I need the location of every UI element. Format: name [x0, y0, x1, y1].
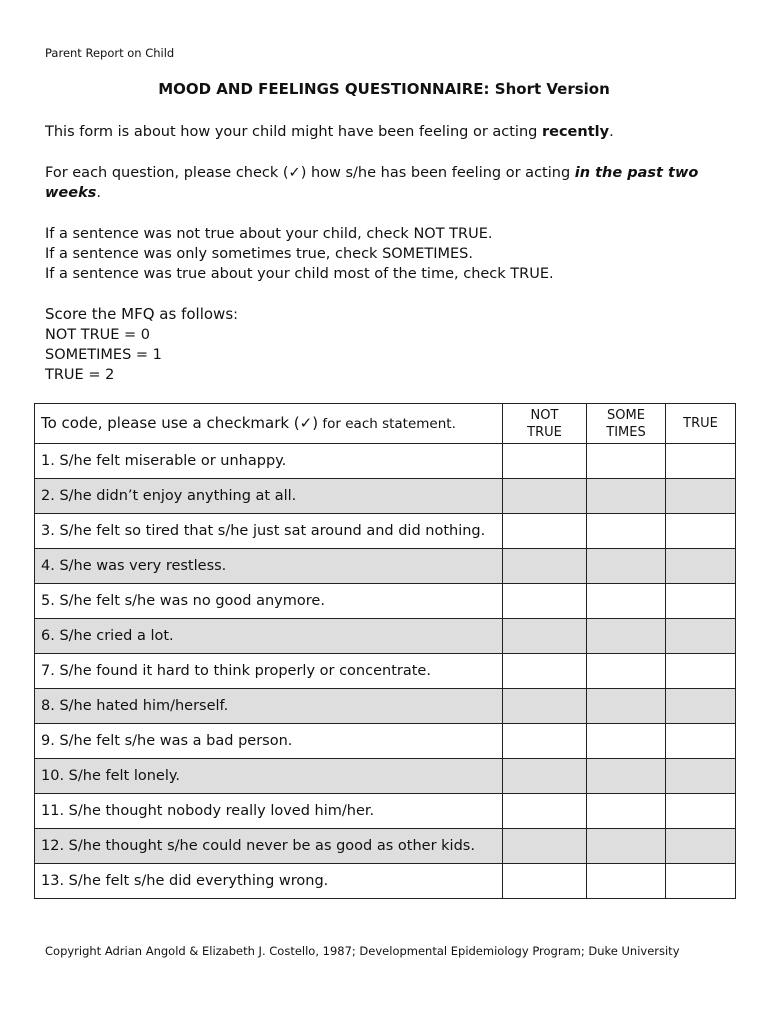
rule-true: If a sentence was true about your child most of the time, check TRUE.	[45, 266, 554, 282]
report-label: Parent Report on Child	[45, 46, 175, 60]
intro-recently-text: This form is about how your child might have been feeling or acting	[45, 124, 542, 140]
table-row	[35, 479, 736, 514]
true-checkbox-cell[interactable]	[666, 479, 736, 514]
intro-instructions-emphasis: in the past two weeks	[45, 165, 699, 201]
sometimes-column-header	[587, 404, 666, 444]
table-row	[35, 619, 736, 654]
sometimes-checkbox-cell[interactable]	[587, 549, 666, 584]
statement-text: 7. S/he found it hard to think properly or concentrate.	[35, 654, 503, 689]
statement-text: 5. S/he felt s/he was no good anymore.	[35, 584, 503, 619]
not-true-checkbox-cell[interactable]	[503, 654, 587, 689]
copyright-notice: Copyright Adrian Angold & Elizabeth J. Costello, 1987; Developmental Epidemiology Program; Duke University	[45, 944, 680, 958]
title-sub: Short Version	[494, 80, 610, 98]
scoring-section	[45, 304, 725, 385]
true-checkbox-cell[interactable]	[666, 444, 736, 479]
statement-header-small: for each statement.	[318, 415, 456, 432]
not-true-checkbox-cell[interactable]	[503, 619, 587, 654]
sometimes-header-line2: TIMES	[606, 424, 646, 440]
not-true-checkbox-cell[interactable]	[503, 829, 587, 864]
intro-recently	[45, 122, 725, 142]
true-checkbox-cell[interactable]	[666, 794, 736, 829]
true-checkbox-cell[interactable]	[666, 514, 736, 549]
sometimes-checkbox-cell[interactable]	[587, 619, 666, 654]
sometimes-checkbox-cell[interactable]	[587, 479, 666, 514]
statement-text: 12. S/he thought s/he could never be as good as other kids.	[35, 829, 503, 864]
score-not-true: NOT TRUE = 0	[45, 327, 151, 343]
true-checkbox-cell[interactable]	[666, 654, 736, 689]
statement-column-header	[35, 404, 503, 444]
intro-instructions-text: For each question, please check (✓) how s/he has been feeling or acting	[45, 165, 575, 181]
table-row	[35, 514, 736, 549]
questionnaire-table-wrap	[34, 403, 735, 899]
statement-text: 10. S/he felt lonely.	[35, 759, 503, 794]
not-true-checkbox-cell[interactable]	[503, 864, 587, 899]
statement-text: 13. S/he felt s/he did everything wrong.	[35, 864, 503, 899]
not-true-checkbox-cell[interactable]	[503, 724, 587, 759]
table-row	[35, 654, 736, 689]
statement-text: 3. S/he felt so tired that s/he just sat around and did nothing.	[35, 514, 503, 549]
sometimes-checkbox-cell[interactable]	[587, 584, 666, 619]
intro-recently-bold: recently	[541, 124, 610, 140]
statement-text: 4. S/he was very restless.	[35, 549, 503, 584]
score-sometimes: SOMETIMES = 1	[45, 347, 162, 363]
statement-text: 9. S/he felt s/he was a bad person.	[35, 724, 503, 759]
rule-sometimes: If a sentence was only sometimes true, check SOMETIMES.	[45, 246, 473, 262]
table-row	[35, 549, 736, 584]
sometimes-checkbox-cell[interactable]	[587, 444, 666, 479]
not-true-checkbox-cell[interactable]	[503, 514, 587, 549]
true-checkbox-cell[interactable]	[666, 724, 736, 759]
table-header-row	[35, 404, 736, 444]
not-true-header-line1: NOT	[530, 407, 559, 423]
answer-rules	[45, 224, 725, 284]
not-true-checkbox-cell[interactable]	[503, 444, 587, 479]
sometimes-checkbox-cell[interactable]	[587, 864, 666, 899]
intro-recently-period: .	[609, 124, 614, 140]
statement-text: 8. S/he hated him/herself.	[35, 689, 503, 724]
true-column-header: TRUE	[666, 404, 736, 444]
sometimes-checkbox-cell[interactable]	[587, 759, 666, 794]
intro-instructions	[45, 163, 725, 203]
not-true-column-header	[503, 404, 587, 444]
rule-not-true: If a sentence was not true about your child, check NOT TRUE.	[45, 226, 493, 242]
sometimes-checkbox-cell[interactable]	[587, 654, 666, 689]
true-checkbox-cell[interactable]	[666, 584, 736, 619]
true-checkbox-cell[interactable]	[666, 759, 736, 794]
intro-instructions-period: .	[96, 185, 101, 201]
statement-text: 1. S/he felt miserable or unhappy.	[35, 444, 503, 479]
table-row	[35, 444, 736, 479]
true-checkbox-cell[interactable]	[666, 619, 736, 654]
table-row	[35, 864, 736, 899]
page-title	[0, 80, 768, 98]
statement-text: 2. S/he didn’t enjoy anything at all.	[35, 479, 503, 514]
statement-text: 11. S/he thought nobody really loved him/her.	[35, 794, 503, 829]
title-main: MOOD AND FEELINGS QUESTIONNAIRE:	[158, 80, 490, 98]
not-true-header-line2: TRUE	[527, 424, 562, 440]
not-true-checkbox-cell[interactable]	[503, 794, 587, 829]
sometimes-checkbox-cell[interactable]	[587, 829, 666, 864]
sometimes-header-line1: SOME	[607, 407, 645, 423]
not-true-checkbox-cell[interactable]	[503, 689, 587, 724]
scoring-heading	[45, 304, 725, 325]
not-true-checkbox-cell[interactable]	[503, 584, 587, 619]
table-row	[35, 794, 736, 829]
questionnaire-table	[34, 403, 736, 899]
not-true-checkbox-cell[interactable]	[503, 549, 587, 584]
sometimes-checkbox-cell[interactable]	[587, 724, 666, 759]
not-true-checkbox-cell[interactable]	[503, 479, 587, 514]
true-checkbox-cell[interactable]	[666, 829, 736, 864]
sometimes-checkbox-cell[interactable]	[587, 689, 666, 724]
scoring-heading-text: Score the MFQ as follows	[45, 305, 234, 323]
statement-header-main: To code, please use a checkmark (✓)	[41, 413, 319, 432]
table-row	[35, 689, 736, 724]
table-row	[35, 829, 736, 864]
table-row	[35, 584, 736, 619]
table-row	[35, 759, 736, 794]
score-true: TRUE = 2	[45, 367, 115, 383]
statement-text: 6. S/he cried a lot.	[35, 619, 503, 654]
true-checkbox-cell[interactable]	[666, 689, 736, 724]
table-row	[35, 724, 736, 759]
scoring-heading-colon: :	[233, 307, 239, 323]
sometimes-checkbox-cell[interactable]	[587, 514, 666, 549]
not-true-checkbox-cell[interactable]	[503, 759, 587, 794]
sometimes-checkbox-cell[interactable]	[587, 794, 666, 829]
true-checkbox-cell[interactable]	[666, 864, 736, 899]
true-checkbox-cell[interactable]	[666, 549, 736, 584]
